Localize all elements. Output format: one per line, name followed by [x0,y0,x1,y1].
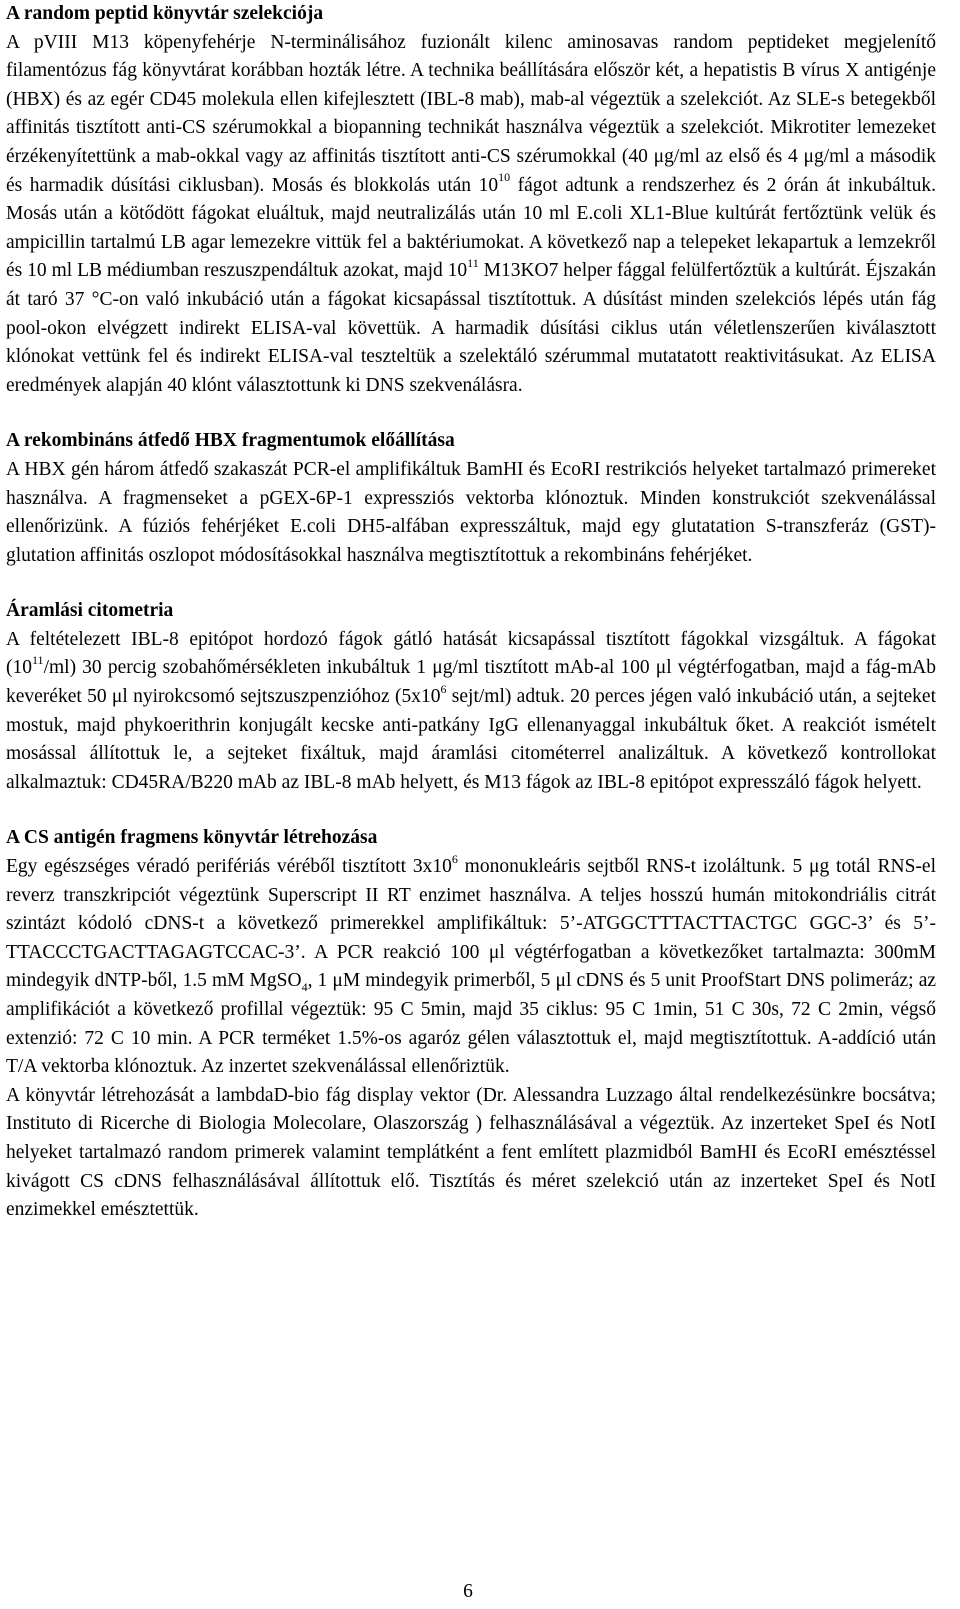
text-run: M13KO7 helper fággal felülfertőztük a kultúrát. Éjszakán át taró 37 °C-on való inkubáció után a fágokat kicsapással tisztítottuk. A dúsítást minden szelekciós lépés után fág pool-okon elvégzett indirekt ELISA-val követtük. A harmadik dúsítási ciklus után véletlenszerűen kiválasztott klónokat vettünk fel és indirekt ELISA-val teszteltük a szelektáló szérummal mutatatott reaktivitásukat. Az ELISA eredmények alapján 40 klónt választottunk ki DNS szekvenálásra. [6,260,936,396]
paragraph [6,29,936,401]
superscript: 10 [498,170,511,185]
document-page [6,0,936,1225]
page-number: 6 [463,1581,473,1602]
text-run: A pVIII M13 köpenyfehérje N-terminálisához fuzionált kilenc aminosavas random peptideket megjelenítő filamentózus fág könyvtárat korábban hozták létre. A technika beállítására először két, a hepatistis B vírus X antigénje (HBX) és az egér CD45 molekula ellen kifejlesztett (IBL-8 mab), mab-al végeztük a szelekciót. Az SLE-s betegekből affinitás tisztított anti-CS szérumokkal a biopanning technikát használva végeztük a szelekciót. Mikrotiter lemezeket érzékenyítettünk a mab-okkal vagy az affinitás tisztított anti-CS szérumokkal (40 μg/ml az első és 4 μg/ml a második és harmadik dúsítási ciklusban). Mosás és blokkolás után 10 [6,31,936,196]
section-heading: A random peptid könyvtár szelekciója [6,3,324,24]
section-heading: A rekombináns átfedő HBX fragmentumok előállítása [6,430,455,452]
document-body [6,0,936,1225]
paragraph [6,853,936,1082]
superscript: 6 [440,681,447,696]
superscript: 6 [451,851,458,866]
section [6,427,936,570]
section [6,824,936,1224]
text-run: fágot adtunk a rendszerhez és 2 órán át inkubáltuk. Mosás után a kötődött fágokat eluáltuk, majd neutralizálás után 10 ml E.coli XL1-Blue kultúrát fertőztünk velük és ampicillin tartalmú LB agar lemezekre vittük fel a baktériumokat. A következő nap a telepeket lekapartuk a lemzekről és 10 ml LB médiumban reszuszpendáltuk azokat, majd 10 [6,174,936,282]
text-run: mononukleáris sejtből RNS-t izoláltunk. 5 μg totál RNS-el reverz transzkripciót végeztünk Superscript II RT enzimet használva. A teljes hosszú humán mitokondriális citrát szintázt kódoló cDNS-t a következő primerekkel amplifikáltuk: 5’-ATGGCTTTACTTACTGC GGC-3’ és 5’-TTACCCTGACTTAGAGTCCAC-3’. A PCR reakció 100 μl végtérfogatban a következőket tartalmazta: 300mM mindegyik dNTP-ből, 1.5 mM MgSO [6,856,936,992]
text-run: Egy egészséges véradó perifériás véréből tisztított 3x10 [6,856,452,878]
section-gap [6,570,936,597]
text-run: sejt/ml) adtuk. 20 perces jégen való inkubáció után, a sejteket mostuk, majd phykoerithrin konjugált kecske anti-patkány IgG ellenanyaggal inkubáltuk őket. A reakciót ismételt mosással állítottuk le, a sejteket fixáltuk, majd áramlási citométerrel analizáltuk. A következő kontrollokat alkalmaztuk: CD45RA/B220 mAb az IBL-8 mAb helyett, és M13 fágok az IBL-8 epitópot expresszáló fágok helyett. [6,686,936,793]
section [6,0,936,400]
text-run: A feltételezett IBL-8 epitópot hordozó fágok gátló hatását kicsapással tisztított fágokkal vizsgáltuk. A fágokat (10 [6,628,936,679]
section-heading: Áramlási citometria [6,600,174,622]
paragraph [6,1082,936,1225]
text-run: A HBX gén három átfedő szakaszát PCR-el amplifikáltuk BamHI és EcoRI restrikciós helyeket tartalmazó primereket használva. A fragmenseket a pGEX-6P-1 expressziós vektorba klónoztuk. Minden konstrukciót szekvenálással ellenőrizünk. A fúziós fehérjéket E.coli DH5-alfában expresszáltuk, majd egy glutatation S-transzferáz (GST)-glutation affinitás oszlopot módosításokkal használva megtisztítottuk a rekombináns fehérjéket. [6,458,936,566]
text-run: /ml) 30 percig szobahőmérsékleten inkubáltuk 1 μg/ml tisztított mAb-al 100 μl végtérfogatban, majd a fág-mAb keveréket 50 μl nyirokcsomó sejtszuszpenzióhoz (5x10 [6,657,936,708]
text-run: A könyvtár létrehozását a lambdaD-bio fág display vektor (Dr. Alessandra Luzzago által rendelkezésünkre bocsátva; Instituto di Ricerche di Biologia Molecolare, Olaszország ) felhasználásával a végeztük. Az inzerteket SpeI és NotI helyeket tartalmazó random primerek valamint templátként a fent említett plazmidból BamHI és EcoRI emésztéssel kivágott CS cDNS felhasználásával állítottuk elő. Tisztítás és méret szelekció után az inzerteket SpeI és NotI enzimekkel emésztettük. [6,1084,936,1221]
superscript: 11 [467,255,479,270]
section [6,597,936,797]
section-gap [6,797,936,824]
text-run: , 1 μM mindegyik primerből, 5 μl cDNS és 5 unit ProofStart DNS polimeráz; az amplifikációt a következő profillal végeztük: 95 C 5min, majd 35 ciklus: 95 C 1min, 51 C 30s, 72 C 2min, végső extenzió: 72 C 10 min. A PCR terméket 1.5%-os agaróz gélen választottuk el, majd megtisztítottuk. A-addíció után T/A vektorba klónoztuk. Az inzertet szekvenálással ellenőriztük. [6,970,937,1078]
superscript: 11 [32,652,44,667]
section-heading: A CS antigén fragmens könyvtár létrehozása [6,827,378,849]
section-gap [6,400,936,427]
subscript: 4 [301,980,308,995]
paragraph [6,626,936,798]
paragraph [6,456,936,570]
